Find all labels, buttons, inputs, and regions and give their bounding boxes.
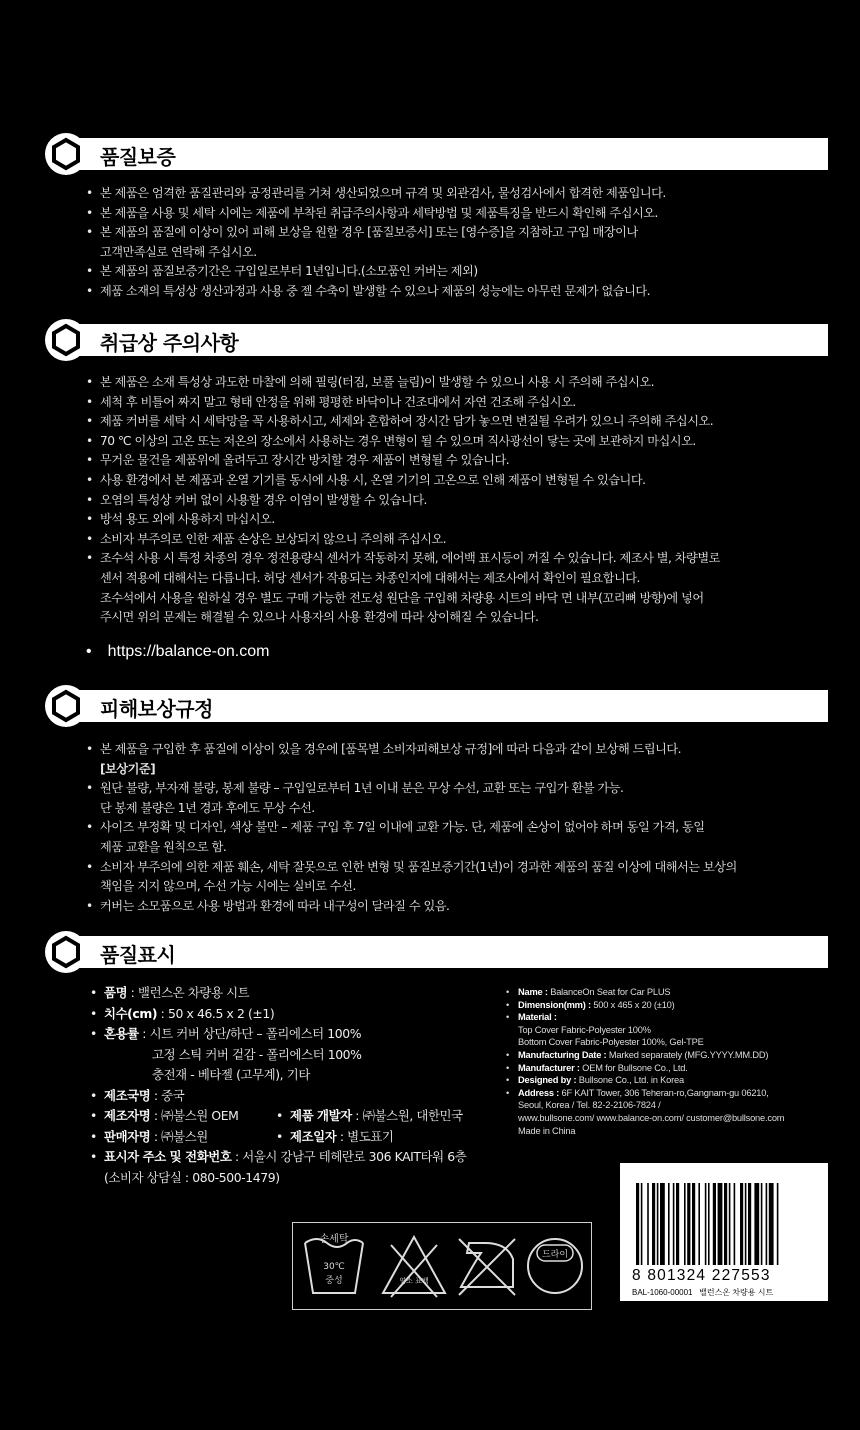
spec-row-country: • 제조국명 : 중국 <box>90 1087 185 1103</box>
en-row-dimension: • Dimension(mm) : 500 x 465 x 20 (±10) <box>506 999 675 1010</box>
wash-label: 손세탁 <box>319 1234 349 1245</box>
en-row-name: • Name : BalanceOn Seat for Car PLUS <box>506 987 671 997</box>
hexagon-icon <box>44 318 88 362</box>
section-header-compensation <box>44 688 828 724</box>
list-item: • 본 제품을 구입한 후 품질에 이상이 있을 경우에 [품목별 소비자피해보상 규정]에 따라 다음과 같이 보상해 드립니다. <box>86 740 836 760</box>
hexagon-icon <box>44 132 88 176</box>
list-item: • 사용 환경에서 본 제품과 온열 기기를 동시에 사용 시, 온열 기기의 고온으로 인해 제품이 변형될 수 있습니다. <box>86 471 836 491</box>
section-title: 품질보증 <box>100 145 176 169</box>
spec-date: • 제조일자 : 별도표기 <box>276 1128 394 1144</box>
section-header-label <box>44 934 828 970</box>
section-title: 취급상 주의사항 <box>100 331 239 355</box>
spec-row-material: • 혼용률 : 시트 커버 상단/하단 – 폴리에스터 100% <box>90 1026 362 1041</box>
list-item: • 본 제품의 품질에 이상이 있어 피해 보상을 원할 경우 [품질보증서] 또는 [영수증]을 지참하고 구입 매장이나 <box>86 223 836 243</box>
en-row-material-1: Top Cover Fabric-Polyester 100% <box>518 1024 651 1035</box>
spec-row-seller: • 판매자명 : ㈜불스원 • 제조일자 : 별도표기 <box>90 1127 510 1148</box>
no-iron-icon <box>455 1231 519 1305</box>
barcode-code-line <box>632 1287 773 1298</box>
en-row-designer: • Designed by : Bullsone Co., Ltd. in Korea <box>506 1075 684 1086</box>
list-item: • 소비자 부주의로 인한 제품 손상은 보상되지 않으니 주의해 주십시오. <box>86 530 836 550</box>
en-row-origin: Made in China <box>518 1125 576 1136</box>
no-bleach-icon <box>379 1231 449 1305</box>
spec-list-korean <box>90 983 510 1188</box>
spec-list-english <box>506 986 836 1137</box>
list-item: • 오염의 특성상 커버 없이 사용할 경우 이염이 발생할 수 있습니다. <box>86 491 836 511</box>
barcode-bars <box>636 1183 816 1265</box>
en-row-web: www.bullsone.com/ www.balance-on.com/ customer@bullsone.com <box>518 1112 785 1123</box>
website-link[interactable]: https://balance-on.com <box>107 643 270 660</box>
list-item: • 본 제품은 소재 특성상 과도한 마찰에 의해 필링(터짐, 보풀 늘림)이 발생할 수 있으니 사용 시 주의해 주십시오. <box>86 373 836 393</box>
section-title: 피해보상규정 <box>100 697 213 721</box>
section-header-caution <box>44 322 828 358</box>
list-item: • 방석 용도 외에 사용하지 마십시오. <box>86 510 836 530</box>
list-item: • 원단 불량, 부자재 불량, 봉제 불량 – 구입일로부터 1년 이내 분은 무상 수선, 교환 또는 구입가 환불 가능. <box>86 779 836 799</box>
section-header-quality <box>44 136 828 172</box>
spec-developer: • 제품 개발자 : ㈜불스원, 대한민국 <box>276 1108 463 1123</box>
list-item: • 소비자 부주의에 의한 제품 훼손, 세탁 잘못으로 인한 변형 및 품질보증기간(1년)이 경과한 제품의 품질 이상에 대해서는 보상의 <box>86 858 836 878</box>
list-item-continued: 조수석에서 사용을 원하실 경우 별도 구매 가능한 전도성 원단을 구입해 차량용 시트의 바닥 면 내부(꼬리뼈 방향)에 넣어 <box>100 590 704 605</box>
header-bar <box>64 138 828 170</box>
en-row-address-2: Seoul, Korea / Tel. 82-2-2106-7824 / <box>518 1100 661 1111</box>
website-link-line: • https://balance-on.com <box>86 643 270 660</box>
list-item-continued: 센서 적용에 대해서는 다릅니다. 허당 센서가 작용되는 차종인지에 대해서는 제조사에서 확인이 필요합니다. <box>100 570 640 585</box>
list-item-continued: 주시면 위의 문제는 해결될 수 있으나 사용자의 사용 환경에 따라 상이해질 수 있습니다. <box>100 610 539 625</box>
wash-detergent: 중성 <box>325 1276 343 1286</box>
list-item: • 세척 후 비틀어 짜지 말고 형태 안정을 위해 평평한 바닥이나 건조대에서 자연 건조해 주십시오. <box>86 393 836 413</box>
barcode-label <box>620 1163 828 1301</box>
caution-list <box>86 373 836 628</box>
list-item-continued: 고객만족실로 연락해 주십시오. <box>100 244 257 259</box>
list-item: • 본 제품의 품질보증기간은 구입일로부터 1년입니다.(소모품인 커버는 제외) <box>86 262 836 282</box>
en-row-address: • Address : 6F KAIT Tower, 306 Teheran-ro,Gangnam-gu 06210, <box>506 1087 769 1098</box>
hand-wash-icon <box>301 1231 367 1305</box>
spec-row-product: • 품명 : 밸런스온 차량용 시트 <box>90 985 250 1000</box>
barcode-product-name: 밸런스온 차량용 시트 <box>699 1288 774 1297</box>
en-row-manufacturer: • Manufacturer : OEM for Bullsone Co., Ltd. <box>506 1062 688 1073</box>
en-row-material-2: Bottom Cover Fabric-Polyester 100%, Gel-TPE <box>518 1037 704 1048</box>
list-item: • 본 제품은 엄격한 품질관리와 공정관리를 거쳐 생산되었으며 규격 및 외관검사, 물성검사에서 합격한 제품입니다. <box>86 184 836 204</box>
list-item: • 제품 커버를 세탁 시 세탁망을 꼭 사용하시고, 세제와 혼합하여 장시간 담가 놓으면 변질될 우려가 있으니 주의해 주십시오. <box>86 412 836 432</box>
spec-row-address: • 표시자 주소 및 전화번호 : 서울시 강남구 테헤란로 306 KAIT타워 6층 <box>90 1149 467 1164</box>
list-item: • 조수석 사용 시 특정 차종의 경우 정전용량식 센서가 작동하지 못해, 에어백 표시등이 꺼질 수 있습니다. 제조사 별, 차량별로 <box>86 549 836 569</box>
en-row-mfg: • Manufacturing Date : Marked separately (MFG.YYYY.MM.DD) <box>506 1049 769 1060</box>
header-bar <box>64 936 828 968</box>
care-symbols-box <box>292 1222 592 1310</box>
list-item: • 본 제품을 사용 및 세탁 시에는 제품에 부착된 취급주의사항과 세탁방법 및 제품특징을 반드시 확인해 주십시오. <box>86 204 836 224</box>
list-item-continued: 제품 교환을 원칙으로 함. <box>100 839 227 854</box>
barcode-digits: 8 801324 227553 <box>632 1267 771 1284</box>
list-subheading: [보상기준] <box>100 761 156 776</box>
barcode-code: BAL-1060-00001 <box>632 1288 693 1297</box>
spec-row-size: • 치수(cm) : 50 x 46.5 x 2 (±1) <box>90 1005 275 1021</box>
bleach-label: 염소 표백 <box>399 1277 429 1285</box>
list-item: • 70 ℃ 이상의 고온 또는 저온의 장소에서 사용하는 경우 변형이 될 수 있으며 직사광선이 닿는 곳에 보관하지 마십시오. <box>86 432 836 452</box>
compensation-list <box>86 740 836 916</box>
list-item: • 무거운 물건을 제품위에 올려두고 장시간 방치할 경우 제품이 변형될 수 있습니다. <box>86 451 836 471</box>
spec-row-material-3: 충전재 - 베타젤 (고무계), 기타 <box>152 1067 310 1082</box>
quality-list <box>86 184 836 302</box>
wash-temp: 30℃ <box>323 1262 345 1272</box>
list-item-continued: 단 봉제 불량은 1년 경과 후에도 무상 수선. <box>100 800 315 815</box>
spec-row-cs: (소비자 상담실 : 080-500-1479) <box>104 1169 280 1185</box>
dry-label: 드라이 <box>541 1250 569 1260</box>
hexagon-icon <box>44 684 88 728</box>
section-title: 품질표시 <box>100 943 176 967</box>
list-item: • 제품 소재의 특성상 생산과정과 사용 중 젤 수축이 발생할 수 있으나 제품의 성능에는 아무런 문제가 없습니다. <box>86 282 836 302</box>
list-item-continued: 책임을 지지 않으며, 수선 가능 시에는 실비로 수선. <box>100 879 356 894</box>
en-row-material: • Material : <box>506 1012 557 1023</box>
list-item: • 사이즈 부정확 및 디자인, 색상 불만 – 제품 구입 후 7일 이내에 교환 가능. 단, 제품에 손상이 없어야 하며 동일 가격, 동일 <box>86 818 836 838</box>
spec-row-material-2: 고정 스틱 커버 겉감 - 폴리에스터 100% <box>152 1046 362 1062</box>
dry-clean-icon <box>525 1231 585 1305</box>
list-item: • 커버는 소모품으로 사용 방법과 환경에 따라 내구성이 달라질 수 있음. <box>86 897 836 917</box>
spec-row-maker: • 제조자명 : ㈜불스원 OEM • 제품 개발자 : ㈜불스원, 대한민국 <box>90 1106 510 1127</box>
hexagon-icon <box>44 930 88 974</box>
